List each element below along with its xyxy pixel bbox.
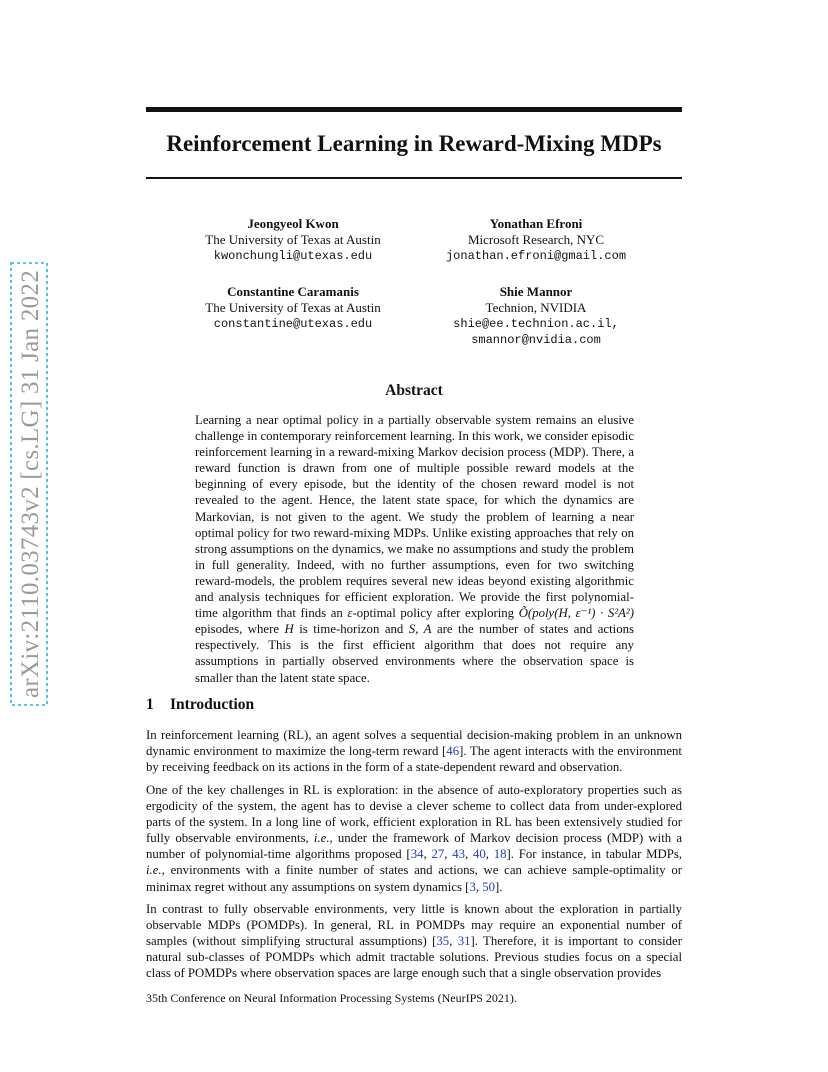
section-title: Introduction — [170, 696, 255, 713]
abstract-heading: Abstract — [385, 382, 443, 399]
author-email: shie@ee.technion.ac.il, — [453, 317, 619, 331]
author-affiliation: Microsoft Research, NYC — [467, 232, 605, 247]
citation-link[interactable]: 18 — [493, 847, 507, 862]
title-bottom-rule — [146, 177, 682, 179]
section-number: 1 — [146, 696, 154, 713]
citation-link[interactable]: 46 — [446, 744, 460, 759]
citation-link[interactable]: 3 — [469, 879, 476, 894]
conference-footnote: 35th Conference on Neural Information Processing Systems (NeurIPS 2021). — [146, 991, 517, 1005]
author-block — [416, 284, 656, 348]
author-name: Yonathan Efroni — [489, 216, 583, 231]
citation-link[interactable]: 27 — [431, 847, 445, 862]
math-sample-complexity: Õ(poly(H, ε⁻¹) · S²A²) — [518, 606, 634, 621]
author-email: jonathan.efroni@gmail.com — [445, 249, 627, 263]
author-affiliation: Technion, NVIDIA — [485, 300, 587, 315]
paper-title: Reinforcement Learning in Reward-Mixing MDPs — [166, 131, 662, 156]
arxiv-stamp-text: arXiv:2110.03743v2 [cs.LG] 31 Jan 2022 — [17, 269, 44, 698]
author-affiliation: The University of Texas at Austin — [205, 232, 381, 247]
intro-paragraph-2: One of the key challenges in RL is exploration: in the absence of auto-exploratory properties such as ergodicity of the system, the agent has to devise a clever scheme to collect data from under-explored parts of the system. In a long line of work, efficient exploration in RL has been extensively studied for fully observable environments, i.e., under the framework of Markov decision process (MDP) with a number of polynomial-time algorithms proposed [34, 27, 43, 40, 18]. For instance, in tabular MDPs, i.e., environments with a finite number of states and actions, we can achieve sample-optimality or minimax regret without any assumptions on system dynamics [3, 50]. — [146, 783, 682, 894]
intro-paragraph-1: In reinforcement learning (RL), an agent solves a sequential decision-making problem in an unknown dynamic environment to maximize the long-term reward [46]. The agent interacts with the environment by receiving feedback on its actions in the form of a state-dependent reward and observation. — [146, 728, 682, 775]
title-top-rule — [146, 107, 682, 112]
citation-link[interactable]: 31 — [457, 934, 471, 949]
author-name: Shie Mannor — [499, 284, 573, 299]
arxiv-stamp — [10, 262, 48, 706]
citation-link[interactable]: 35 — [436, 934, 450, 949]
section-heading-introduction — [146, 696, 254, 714]
citation-link[interactable]: 34 — [410, 847, 424, 862]
math-horizon: H — [284, 622, 294, 637]
citation-link[interactable]: 40 — [472, 847, 486, 862]
math-states-actions: S, A — [408, 622, 432, 637]
author-block — [173, 284, 413, 332]
math-epsilon: ε — [347, 606, 353, 621]
author-block — [173, 216, 413, 264]
author-email: constantine@utexas.edu — [213, 317, 373, 331]
citation-link[interactable]: 50 — [482, 879, 496, 894]
author-affiliation: The University of Texas at Austin — [205, 300, 381, 315]
author-email: kwonchungli@utexas.edu — [213, 249, 373, 263]
author-block — [416, 216, 656, 264]
abstract-text: Learning a near optimal policy in a partially observable system remains an elusive challenge in contemporary reinforcement learning. In this work, we consider episodic reinforcement learning in a reward-mixing Markov decision process (MDP). There, a reward function is drawn from one of multiple possible reward models at the beginning of every episode, but the identity of the chosen reward model is not revealed to the agent. Hence, the latent state space, for which the dynamics are Markovian, is not given to the agent. We study the problem of learning a near optimal policy for two reward-mixing MDPs. Unlike existing approaches that rely on strong assumptions on the dynamics, we make no assumptions and study the problem in full generality. Indeed, with no further assumptions, even for two switching reward-models, the problem requires several new ideas beyond existing algorithmic and analysis techniques for efficient exploration. We provide the first polynomial-time algorithm that finds an ε-optimal policy after exploring Õ(poly(H, ε⁻¹) · S²A²) episodes, where H is time-horizon and S, A are the number of states and actions respectively. This is the first efficient algorithm that does not require any assumptions in partially observed environments where the observation space is smaller than the latent state space. — [195, 413, 634, 685]
citation-link[interactable]: 43 — [452, 847, 465, 862]
author-name: Constantine Caramanis — [227, 284, 359, 299]
author-name: Jeongyeol Kwon — [247, 216, 339, 231]
intro-paragraph-3: In contrast to fully observable environments, very little is known about the exploration in partially observable MDPs (POMDPs). In general, RL in POMDPs may require an exponential number of samples (without simplifying structural assumptions) [35, 31]. Therefore, it is important to consider natural sub-classes of POMDPs which admit tractable solutions. Previous studies focus on a special class of POMDPs where observation spaces are large enough such that a single observation provides — [146, 902, 682, 981]
author-email-secondary: smannor@nvidia.com — [471, 333, 601, 347]
